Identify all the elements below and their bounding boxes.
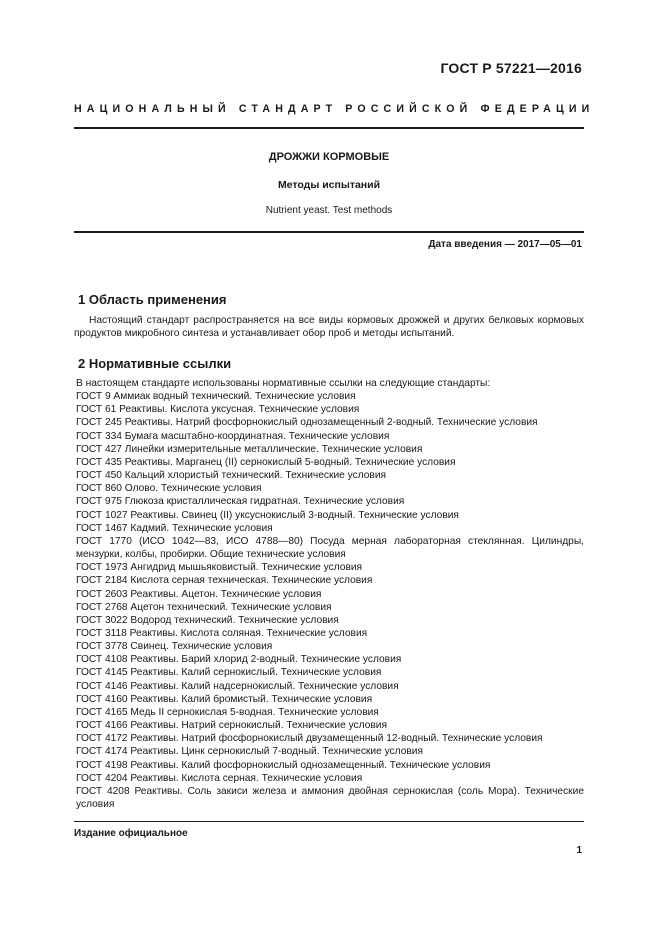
reference-item: ГОСТ 334 Бумага масштабно-координатная. Технические условия	[76, 430, 390, 442]
reference-item: ГОСТ 4108 Реактивы. Барий хлорид 2-водный. Технические условия	[76, 654, 402, 666]
reference-item: ГОСТ 61 Реактивы. Кислота уксусная. Технические условия	[76, 404, 360, 416]
reference-item: ГОСТ 3118 Реактивы. Кислота соляная. Технические условия	[76, 627, 368, 639]
header-divider	[74, 127, 584, 129]
document-number: ГОСТ Р 57221—2016	[440, 60, 582, 76]
reference-item: ГОСТ 1770 (ИСО 1042—83, ИСО 4788—80) Посуда мерная лабораторная стеклянная. Цилиндры, мензурки, колбы, пробирки. Общие технические условия	[76, 535, 584, 561]
reference-item: ГОСТ 2603 Реактивы. Ацетон. Технические условия	[76, 588, 322, 600]
reference-item: ГОСТ 435 Реактивы. Марганец (II) сернокислый 5-водный. Технические условия	[76, 456, 456, 468]
page-number: 1	[576, 845, 582, 856]
scope-paragraph: Настоящий стандарт распространяется на все виды кормовых дрожжей и других белковых кормовых продуктов микробного синтеза и устанавливает обор проб и методы испытаний.	[74, 315, 584, 339]
reference-item: ГОСТ 4174 Реактивы. Цинк сернокислый 7-водный. Технические условия	[76, 746, 423, 758]
reference-item: ГОСТ 4172 Реактивы. Натрий фосфорнокислый двузамещенный 12-водный. Технические условия	[76, 733, 543, 745]
reference-item: ГОСТ 450 Кальций хлористый технический. Технические условия	[76, 470, 387, 482]
reference-item: ГОСТ 9 Аммиак водный технический. Технические условия	[76, 391, 356, 403]
reference-item: ГОСТ 1027 Реактивы. Свинец (II) уксуснокислый 3-водный. Технические условия	[76, 509, 459, 521]
reference-item: ГОСТ 4198 Реактивы. Калий фосфорнокислый однозамещенный. Технические условия	[76, 759, 491, 771]
footer-divider	[74, 821, 584, 822]
reference-item: ГОСТ 3778 Свинец. Технические условия	[76, 641, 273, 653]
reference-item: ГОСТ 3022 Водород технический. Технические условия	[76, 614, 339, 626]
reference-item: ГОСТ 427 Линейки измерительные металлические. Технические условия	[76, 443, 423, 455]
section-heading-scope: 1 Область применения	[78, 292, 227, 307]
standard-english-title: Nutrient yeast. Test methods	[265, 205, 393, 216]
reference-item: ГОСТ 4160 Реактивы. Калий бромистый. Технические условия	[76, 693, 373, 705]
edition-label: Издание официальное	[74, 828, 188, 839]
reference-item: ГОСТ 2768 Ацетон технический. Технические условия	[76, 601, 332, 613]
reference-item: ГОСТ 4146 Реактивы. Калий надсернокислый. Технические условия	[76, 680, 399, 692]
references-list	[74, 377, 584, 811]
reference-item: ГОСТ 860 Олово. Технические условия	[76, 483, 262, 495]
references-intro: В настоящем стандарте использованы нормативные ссылки на следующие стандарты:	[76, 378, 491, 389]
reference-item: ГОСТ 1467 Кадмий. Технические условия	[76, 522, 273, 534]
title-divider	[74, 231, 584, 233]
reference-item: ГОСТ 4208 Реактивы. Соль закиси железа и аммония двойная сернокислая (соль Мора). Технические условия	[76, 785, 584, 810]
reference-item: ГОСТ 1973 Ангидрид мышьяковистый. Технические условия	[76, 562, 363, 574]
reference-item: ГОСТ 245 Реактивы. Натрий фосфорнокислый однозамещенный 2-водный. Технические условия	[76, 417, 538, 429]
reference-item: ГОСТ 4204 Реактивы. Кислота серная. Технические условия	[76, 772, 363, 784]
section-heading-references: 2 Нормативные ссылки	[78, 356, 232, 371]
reference-item: ГОСТ 2184 Кислота серная техническая. Технические условия	[76, 575, 373, 587]
reference-item: ГОСТ 4165 Медь II сернокислая 5-водная. Технические условия	[76, 706, 379, 718]
reference-item: ГОСТ 4145 Реактивы. Калий сернокислый. Технические условия	[76, 667, 382, 679]
standard-title: ДРОЖЖИ КОРМОВЫЕ	[268, 151, 390, 163]
reference-item: ГОСТ 975 Глюкоза кристаллическая гидратная. Технические условия	[76, 496, 405, 508]
standard-subtitle: Методы испытаний	[277, 179, 381, 191]
national-standard-title: НАЦИОНАЛЬНЫЙ СТАНДАРТ РОССИЙСКОЙ ФЕДЕРАЦИИ	[74, 103, 595, 115]
reference-item: ГОСТ 4166 Реактивы. Натрий сернокислый. Технические условия	[76, 720, 387, 732]
introduction-date: Дата введения — 2017—05—01	[428, 239, 582, 250]
